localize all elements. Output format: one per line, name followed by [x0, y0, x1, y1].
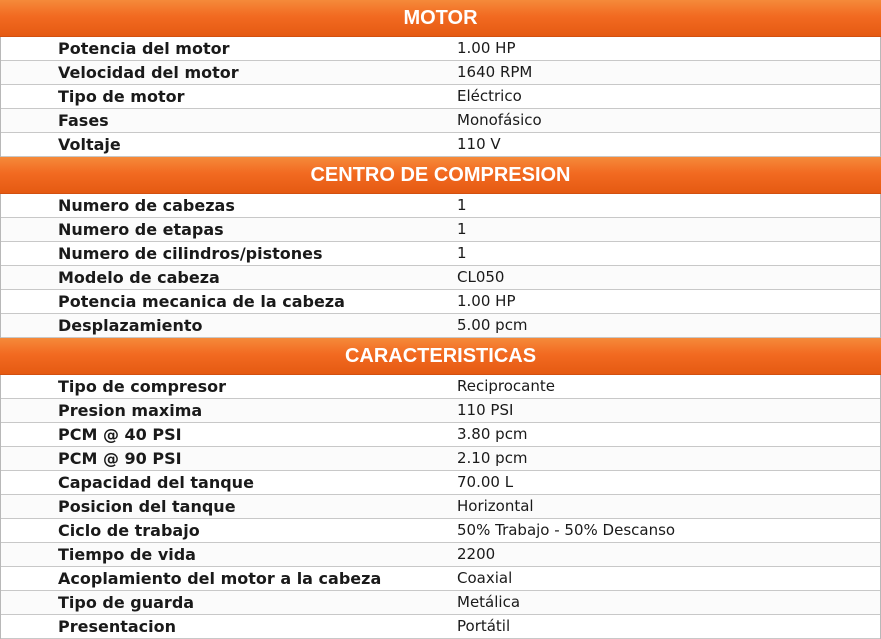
spec-row [1, 61, 880, 85]
spec-row [1, 290, 880, 314]
spec-row [1, 37, 880, 61]
spec-label: Presion maxima [58, 401, 203, 420]
spec-value: Portátil [457, 617, 511, 635]
section-header-motor: MOTOR [0, 0, 881, 37]
spec-value: 3.80 pcm [457, 425, 528, 443]
spec-row [1, 615, 880, 639]
spec-row [1, 495, 880, 519]
spec-row [1, 471, 880, 495]
spec-label: Tipo de compresor [58, 377, 227, 396]
spec-value: Eléctrico [457, 87, 522, 105]
spec-label: Capacidad del tanque [58, 473, 254, 492]
spec-label: Voltaje [58, 135, 121, 154]
section-header-centro-de-compresion: CENTRO DE COMPRESION [0, 157, 881, 194]
spec-label: Acoplamiento del motor a la cabeza [58, 569, 382, 588]
spec-row [1, 447, 880, 471]
spec-label: Ciclo de trabajo [58, 521, 200, 540]
spec-row [1, 133, 880, 157]
spec-value: 1.00 HP [457, 292, 516, 310]
section-header-caracteristicas: CARACTERISTICAS [0, 338, 881, 375]
spec-label: Velocidad del motor [58, 63, 239, 82]
spec-value: 1.00 HP [457, 39, 516, 57]
spec-value: 2200 [457, 545, 496, 563]
spec-value: Metálica [457, 593, 521, 611]
spec-label: PCM @ 90 PSI [58, 449, 182, 468]
spec-value: Coaxial [457, 569, 513, 587]
spec-row [1, 423, 880, 447]
spec-label: Potencia mecanica de la cabeza [58, 292, 345, 311]
spec-value: 110 V [457, 135, 501, 153]
section-rows-centro-de-compresion [0, 194, 881, 338]
spec-row [1, 242, 880, 266]
spec-label: Posicion del tanque [58, 497, 236, 516]
spec-label: PCM @ 40 PSI [58, 425, 182, 444]
spec-value: CL050 [457, 268, 505, 286]
spec-label: Modelo de cabeza [58, 268, 220, 287]
spec-row [1, 375, 880, 399]
spec-row [1, 399, 880, 423]
spec-label: Tipo de guarda [58, 593, 195, 612]
spec-label: Fases [58, 111, 109, 130]
spec-row [1, 591, 880, 615]
spec-value: 1 [457, 220, 467, 238]
spec-row [1, 519, 880, 543]
spec-value: 110 PSI [457, 401, 514, 419]
spec-label: Numero de cabezas [58, 196, 235, 215]
spec-row [1, 543, 880, 567]
spec-value: 2.10 pcm [457, 449, 528, 467]
spec-value: Monofásico [457, 111, 542, 129]
spec-label: Potencia del motor [58, 39, 230, 58]
spec-value: 70.00 L [457, 473, 514, 491]
spec-value: Horizontal [457, 497, 534, 515]
section-rows-motor [0, 37, 881, 157]
spec-value: Reciprocante [457, 377, 555, 395]
spec-row [1, 85, 880, 109]
spec-row [1, 567, 880, 591]
spec-row [1, 266, 880, 290]
spec-row [1, 194, 880, 218]
spec-label: Numero de cilindros/pistones [58, 244, 323, 263]
spec-label: Desplazamiento [58, 316, 203, 335]
spec-label: Presentacion [58, 617, 177, 636]
spec-value: 1 [457, 244, 467, 262]
spec-value: 50% Trabajo - 50% Descanso [457, 521, 676, 539]
spec-row [1, 314, 880, 338]
section-rows-caracteristicas [0, 375, 881, 639]
spec-row [1, 218, 880, 242]
spec-value: 5.00 pcm [457, 316, 528, 334]
spec-value: 1 [457, 196, 467, 214]
spec-label: Numero de etapas [58, 220, 224, 239]
spec-row [1, 109, 880, 133]
spec-value: 1640 RPM [457, 63, 533, 81]
spec-label: Tipo de motor [58, 87, 185, 106]
spec-label: Tiempo de vida [58, 545, 196, 564]
